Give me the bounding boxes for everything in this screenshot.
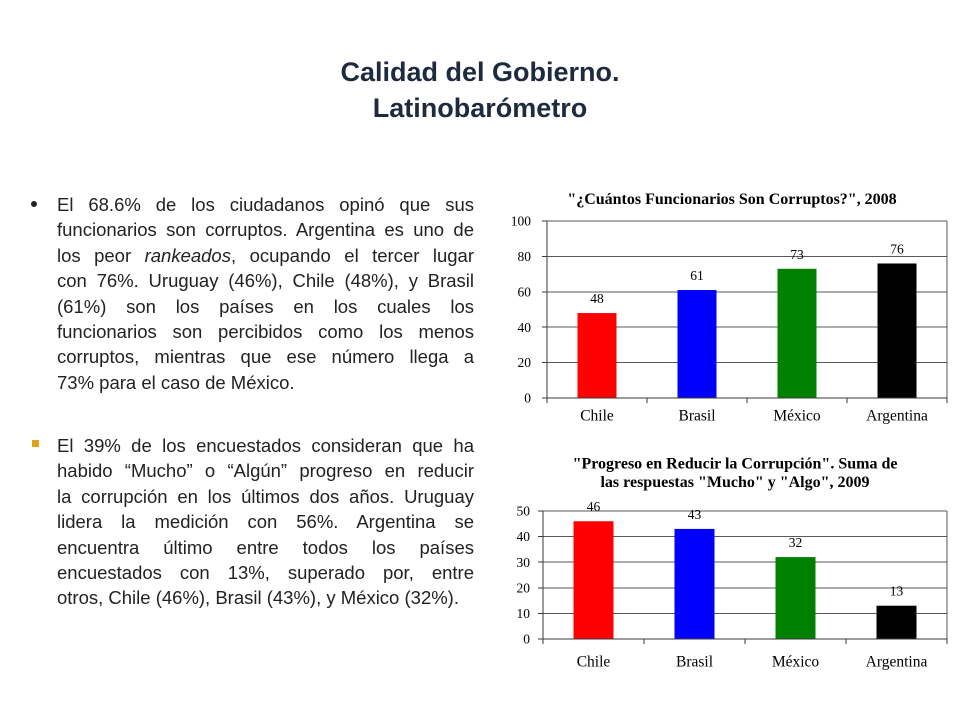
bar-chile xyxy=(574,521,614,639)
slide-title-line-2: Latinobarómetro xyxy=(372,93,588,123)
data-label-chile: 46 xyxy=(586,499,601,515)
bar-brasil xyxy=(675,529,715,639)
paragraph-line xyxy=(57,243,474,268)
paragraph-line: El 39% de los encuestados consideran que ha xyxy=(57,435,474,456)
data-label-chile: 48 xyxy=(590,291,604,307)
category-label-argentina: Argentina xyxy=(866,407,928,425)
data-label-mexico: 32 xyxy=(788,535,803,551)
paragraph-line: habido “Mucho” o “Algún” progreso en reducir xyxy=(57,460,474,482)
bar-mexico xyxy=(776,557,816,639)
paragraph-line: encuentra último entre todos los países xyxy=(57,536,474,558)
paragraph-line: lidera la medición con 56%. Argentina se xyxy=(57,511,474,533)
paragraph-line: funcionarios son percibidos como los menos xyxy=(57,321,474,343)
category-label-argentina: Argentina xyxy=(865,653,928,671)
bullet-paragraph-2 xyxy=(57,433,474,611)
bar-argentina xyxy=(877,606,917,639)
data-label-argentina: 76 xyxy=(890,241,904,257)
y-tick-label: 20 xyxy=(516,580,530,596)
category-label-chile: Chile xyxy=(580,407,614,425)
slide-title xyxy=(0,54,960,126)
category-label-brasil: Brasil xyxy=(678,407,716,425)
paragraph-line: con 76%. Uruguay (46%), Chile (48%), y Brasil xyxy=(57,270,474,292)
italic-term: rankeados xyxy=(144,244,231,266)
data-label-mexico: 73 xyxy=(790,246,804,262)
paragraph-line: corruptos, mientras que ese número llega a xyxy=(57,346,474,368)
y-tick-label: 60 xyxy=(517,284,531,300)
bullet-paragraph-1 xyxy=(57,192,474,395)
y-tick-label: 50 xyxy=(516,503,530,519)
bullet-dot-icon xyxy=(31,201,37,207)
category-label-mexico: México xyxy=(773,407,821,425)
y-tick-label: 40 xyxy=(516,529,530,545)
paragraph-line: encuestados con 13%, superado por, entre xyxy=(57,562,474,584)
category-label-mexico: México xyxy=(771,653,820,671)
y-tick-label: 40 xyxy=(517,319,531,335)
data-label-brasil: 61 xyxy=(690,268,704,284)
paragraph-text: los peor xyxy=(57,244,145,266)
paragraph-line: El 68.6% de los ciudadanos opinó que sus xyxy=(57,194,474,215)
bar-brasil xyxy=(678,290,717,398)
bar-chart-progreso-corrupcion xyxy=(480,445,960,680)
bar-chart-funcionarios-corruptos xyxy=(480,180,960,432)
category-label-brasil: Brasil xyxy=(675,653,714,671)
bullet-square-icon xyxy=(32,440,39,447)
y-tick-label: 30 xyxy=(516,554,530,570)
y-tick-label: 0 xyxy=(524,390,531,406)
paragraph-line: otros, Chile (46%), Brasil (43%), y México (32%). xyxy=(57,587,459,609)
y-tick-label: 0 xyxy=(523,631,530,647)
bar-argentina xyxy=(878,263,917,398)
chart-title-line: "¿Cuántos Funcionarios Son Corruptos?", 2008 xyxy=(567,191,897,208)
y-tick-label: 100 xyxy=(510,213,531,229)
data-label-brasil: 43 xyxy=(687,506,702,522)
y-tick-label: 10 xyxy=(516,606,530,621)
bar-mexico xyxy=(778,269,817,398)
slide-title-line-1: Calidad del Gobierno. xyxy=(340,57,620,87)
chart-title-line: las respuestas "Mucho" y "Algo", 2009 xyxy=(600,474,870,491)
bar-chile xyxy=(578,313,617,398)
paragraph-text: , ocupando el tercer lugar xyxy=(230,244,474,266)
paragraph-line: la corrupción en los últimos dos años. Uruguay xyxy=(57,485,474,507)
y-tick-label: 80 xyxy=(517,249,531,264)
chart-title-line: "Progreso en Reducir la Corrupción". Suma de xyxy=(572,455,898,473)
paragraph-line: (61%) son los países en los cuales los xyxy=(57,295,474,317)
category-label-chile: Chile xyxy=(576,653,611,671)
paragraph-line: 73% para el caso de México. xyxy=(57,371,295,393)
paragraph-line: funcionarios son corruptos. Argentina es uno de xyxy=(57,219,474,241)
data-label-argentina: 13 xyxy=(889,583,904,599)
y-tick-label: 20 xyxy=(517,355,531,371)
